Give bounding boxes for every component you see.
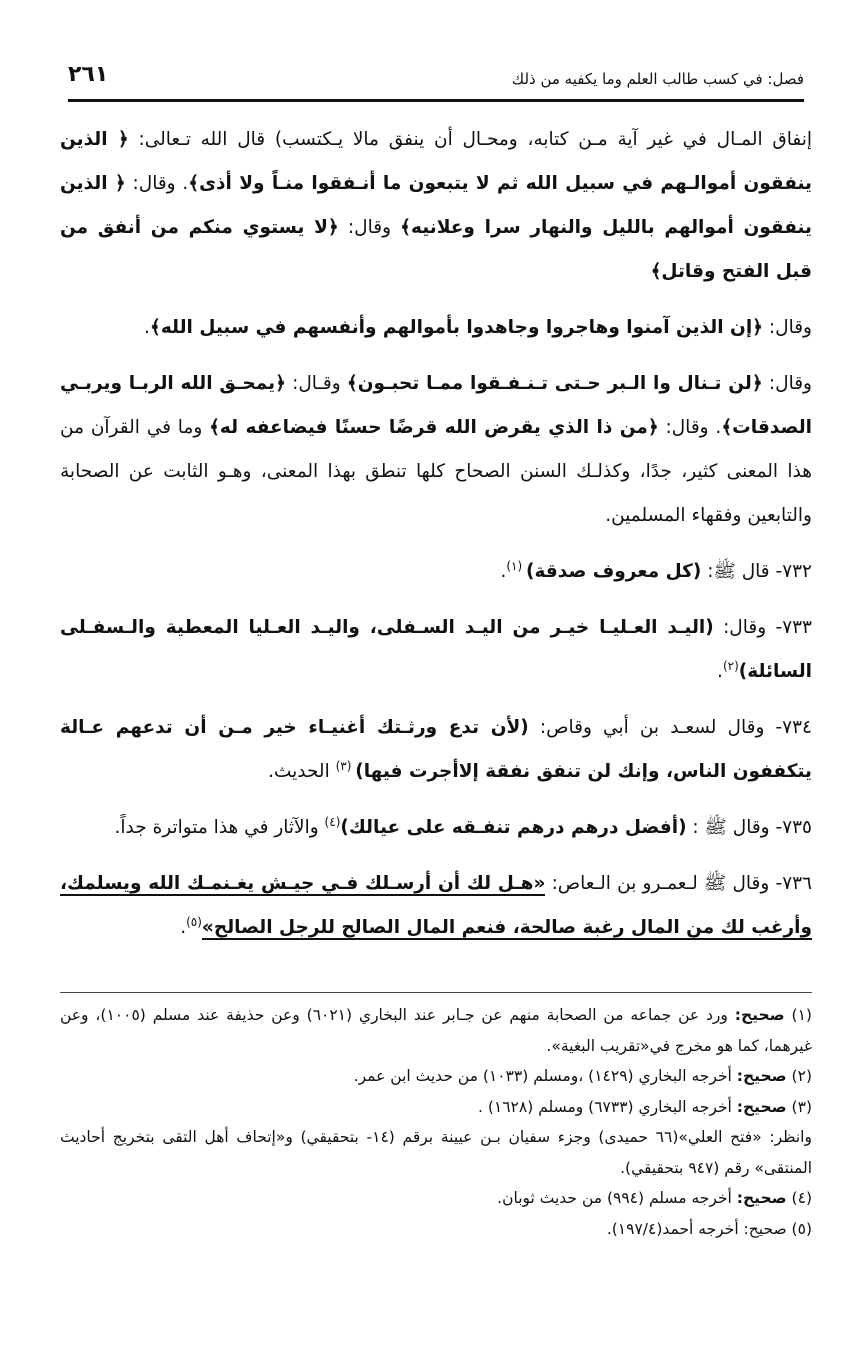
footnote-number: (٥) (786, 1219, 812, 1238)
page-number: ٢٦١ (68, 62, 109, 87)
running-title: فصل: في كسب طالب العلم وما يكفيه من ذلك (511, 70, 804, 88)
footnote-number: (٢) (786, 1067, 812, 1085)
hadith-736 (60, 862, 812, 950)
footnote-number: (٤) (786, 1189, 812, 1207)
text: إنفاق المـال في غير آية مـن كتابه، ومحـال أن ينفق مالا يـكتسب) قال الله تـعالى: (128, 129, 812, 150)
text: الحديث. (268, 761, 336, 782)
footnote-3 (60, 1092, 812, 1123)
text: قال ﷺ: (701, 561, 770, 582)
quran-quote: ﴿ الذين ينفقون أموالـهم في سبيل الله ثم لا يتبعون ما أنـفقوا منـاً ولا أذى﴾ (60, 129, 813, 194)
quran-quote: ﴿يمحـق الله الربـا ويربـي الصدقات﴾ (60, 373, 813, 438)
text: . وقال: (658, 417, 722, 438)
hadith-quote: (كل معروف صدقة) (526, 561, 702, 582)
hadith-number: ٧٣٣- (766, 617, 812, 638)
footnote-ref: (٤) (324, 814, 341, 829)
paragraph-intro (60, 118, 812, 294)
footnote-4 (60, 1183, 812, 1214)
quran-quote: ﴿من ذا الذي يقرض الله قرضًا حسنًا فيضاعفه له﴾ (209, 417, 659, 438)
footnote-number: (١) (784, 1006, 812, 1024)
paragraph-verses (60, 362, 812, 538)
footnote-text: ورد عن جماعه من الصحابة منهم عن جـابر عند البخاري (٦٠٢١) وعن حذيفة عند مسلم (١٠٠٥)، وعن غيرهما، كما هو مخرج في«تقريب البغية». (60, 1006, 812, 1055)
text: . وقال: (125, 173, 189, 194)
quran-quote: ﴿لا يستوي منكم من أنفق من قبل الفتح وقاتل﴾ (60, 217, 812, 282)
footnote-2 (60, 1061, 812, 1092)
footnote-text: أخرجه مسلم (٩٩٤) من حديث ثوبان. (497, 1189, 737, 1207)
hadith-quote: «هـل لك أن أرسـلك فـي جيـش يغـنمـك الله ويسلمك، وأرغب لك من المال رغبة صالحة، فنعم المال الصالح للرجل الصالح» (60, 873, 812, 938)
page-header (68, 62, 804, 98)
grade-label: صحيح: (736, 1097, 787, 1116)
footnote-text: وانظر: «فتح العلي»(٦٦ حميدى) وجزء سفيان بـن عيينة برقم (١٤- بتحقيقي) و«إتحاف أهل التقى بتخريج أحاديث المنتقى» رقم (٩٤٧ بتحقيقي). (60, 1128, 812, 1177)
footnote-5 (60, 1214, 812, 1245)
footnote-text: أخرجه البخاري (١٤٢٩) ،ومسلم (١٠٣٣) من حديث ابن عمر. (353, 1067, 737, 1085)
text: وقـال: (285, 373, 347, 394)
text: وقال ﷺ لـعمـرو بن الـعاص: (545, 873, 770, 894)
text: . (500, 561, 507, 582)
main-text (60, 118, 812, 962)
text: وقال: (338, 217, 401, 238)
text: . (180, 917, 187, 938)
text: وقال ﷺ : (686, 817, 770, 838)
hadith-number: ٧٣٤- (764, 717, 812, 738)
text: وقال لسعـد بن أبي وقاص: (528, 717, 765, 738)
text: والآثار في هذا متواترة جداً. (114, 817, 325, 838)
footnote-text: أخرجه البخاري (٦٧٣٣) ومسلم (١٦٢٨) . (478, 1097, 737, 1116)
paragraph-verse (60, 306, 812, 350)
hadith-quote: (لأن تدع ورثـتك أغنيـاء خير مـن أن تدعهم عـالة يتكففون الناس، وإنك لن تنفق نفقة إلاأجرت فيها) (60, 717, 812, 782)
footnote-ref: (٣) (335, 758, 356, 773)
text: . (144, 317, 150, 338)
text: وقال: (713, 617, 767, 638)
text: وقال: (763, 317, 812, 338)
hadith-number: ٧٣٢- (769, 561, 812, 582)
footnote-text: صحيح: أخرجه أحمد(١٩٧/٤). (606, 1219, 787, 1238)
hadith-735 (60, 806, 812, 850)
text: . (717, 661, 723, 682)
hadith-number: ٧٣٥- (769, 817, 812, 838)
hadith-quote: (اليـد العـليـا خيـر من اليـد السـفلى، واليـد العـليا المعطية والـسفـلى السائلة) (60, 617, 812, 682)
hadith-734 (60, 706, 812, 794)
hadith-733 (60, 606, 812, 694)
quran-quote: ﴿لن تـنال وا الـبر حـتى تـنـفـقوا ممـا تحبـون﴾ (346, 373, 763, 394)
hadith-quote: (أفضل درهم درهم تنفـقه على عيالك) (340, 817, 687, 838)
hadith-number: ٧٣٦- (769, 873, 812, 894)
text: وقال: (762, 373, 812, 394)
grade-label: صحيح: (736, 1067, 787, 1085)
footnote-ref: (١) (506, 558, 526, 573)
text: وما في القرآن من هذا المعنى كثير، جدًا، وكذلـك السنن الصحاح كلها تنطق بهذا المعنى، وهـو الثابت عن الصحابة والتابعين وفقهاء المسلمين. (60, 417, 812, 526)
footnote-1 (60, 1000, 812, 1061)
grade-label: صحيح: (734, 1006, 785, 1024)
footnote-ref: (٢) (722, 658, 739, 673)
footnotes (60, 1000, 812, 1244)
quran-quote: ﴿ الذين ينفقون أموالهم بالليل والنهار سرا وعلانيه﴾ (60, 173, 813, 238)
hadith-732 (60, 550, 812, 594)
footnote-ref: (٥) (186, 914, 202, 929)
footnote-3-see-also (60, 1122, 812, 1183)
footnote-number: (٣) (786, 1097, 812, 1116)
footnote-divider (60, 992, 812, 993)
header-rule (68, 99, 804, 102)
quran-quote: ﴿إن الذين آمنوا وهاجروا وجاهدوا بأموالهم وأنفسهم في سبيل الله﴾ (149, 317, 764, 338)
grade-label: صحيح: (736, 1189, 787, 1207)
